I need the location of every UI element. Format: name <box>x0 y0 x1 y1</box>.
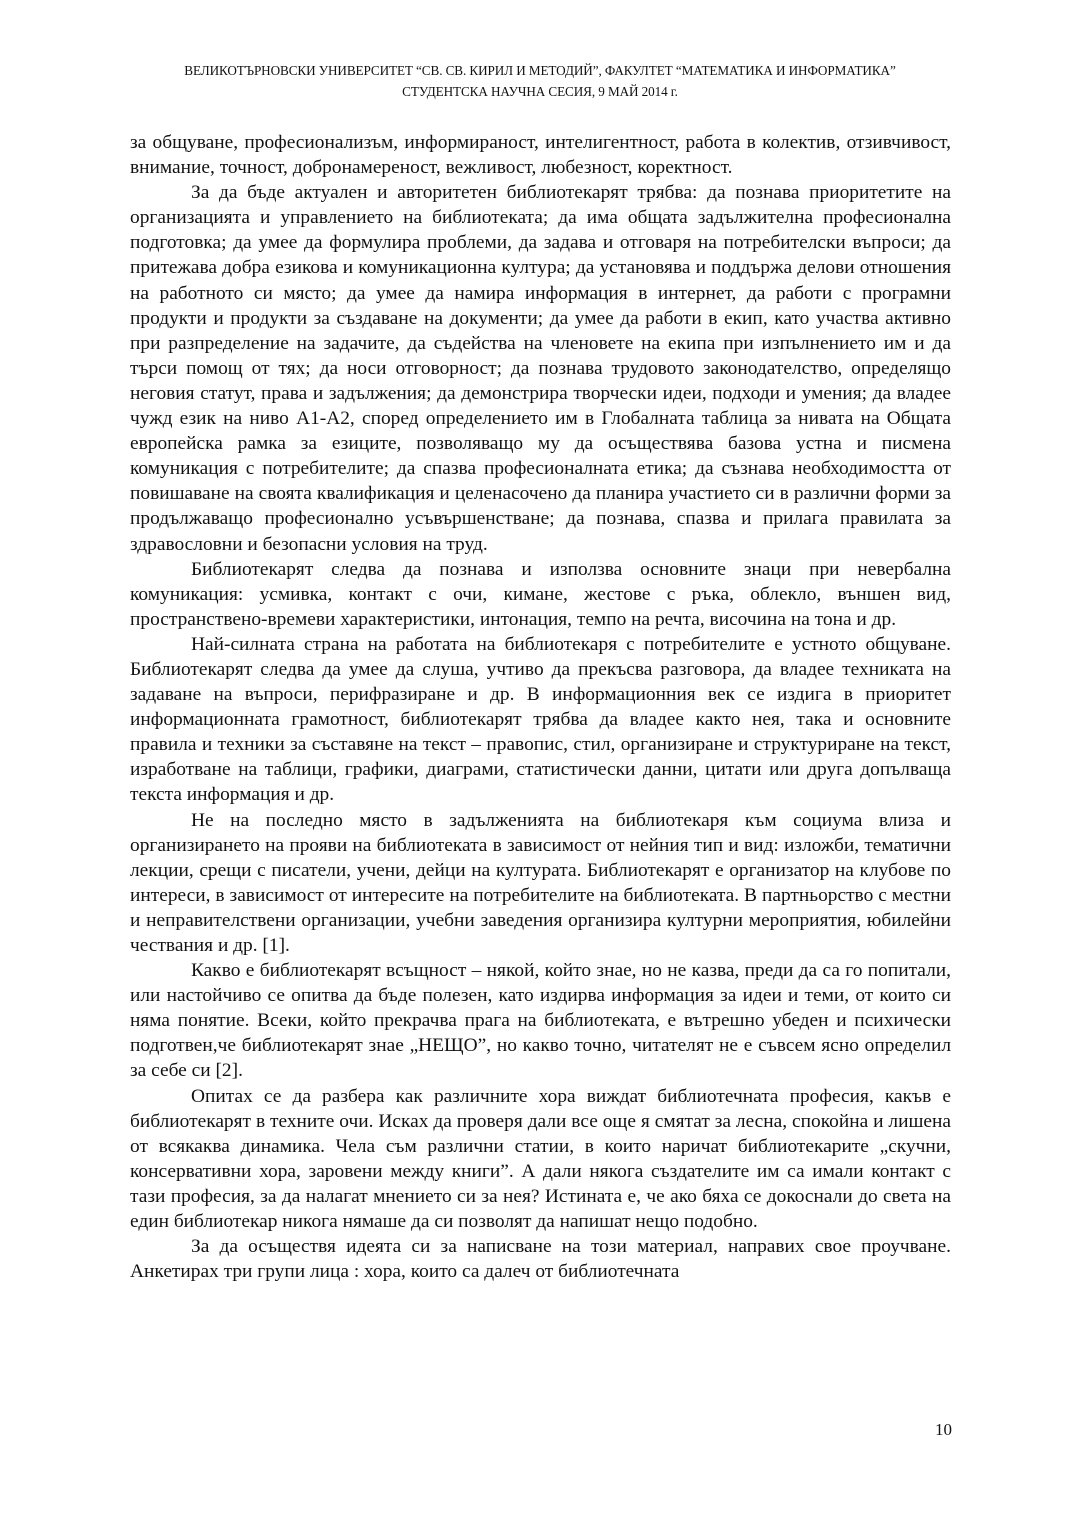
body-text <box>130 130 951 1284</box>
page-number: 10 <box>935 1420 952 1439</box>
header-line-session: СТУДЕНТСКА НАУЧНА СЕСИЯ, 9 МАЙ 2014 г. <box>402 84 678 99</box>
header-line-university: ВЕЛИКОТЪРНОВСКИ УНИВЕРСИТЕТ “СВ. СВ. КИРИЛ И МЕТОДИЙ”, ФАКУЛТЕТ “МАТЕМАТИКА И ИНФОРМАТИКА” <box>184 63 896 78</box>
paragraph: Опитах се да разбера как различните хора виждат библиотечната професия, какъв е библиотекарят в техните очи. Исках да проверя дали все още я смятат за лесна, спокойна и лишена от всякаква динамика. Чела съм различни статии, в които наричат библиотекарите „скучни, консервативни хора, заровени между книги”. А дали някога създателите им са имали контакт с тази професия, за да налагат мнението си за нея? Истината е, че ако бяха се докоснали до света на един библиотекар никога нямаше да си позволят да напишат нещо подобно. <box>130 1085 951 1233</box>
paragraph: Не на последно място в задълженията на библиотекаря към социума влиза и организирането на прояви на библиотеката в зависимост от нейния тип и вид: изложби, тематични лекции, срещи с писатели, учени, дейци на културата. Библиотекарят е организатор на клубове по интереси, в зависимост от интересите на потребителите на библиотеката. В партньорство с местни и неправителствени организации, учебни заведения организира културни мероприятия, юбилейни чествания и др. [1]. <box>130 809 951 956</box>
paragraph: Какво е библиотекарят всъщност – някой, който знае, но не казва, преди да са го попитали, или настойчиво се опитва да бъде полезен, като издирва информация за идеи и теми, от които си няма понятие. Всеки, който прекрачва прага на библиотеката, е вътрешно убеден и психически подготвен,че библиотекарят знае „НЕЩО”, но какво точно, читателят не е съвсем ясно определил за себе си [2]. <box>130 960 951 1082</box>
paragraph: Библиотекарят следва да познава и използва основните знаци при невербална комуникация: усмивка, контакт с очи, кимане, жестове с ръка, облекло, външен вид, пространствено-времеви характеристики, интонация, темпо на речта, височина на тона и др. <box>130 558 951 630</box>
paragraph: за общуване, професионализъм, информираност, интелигентност, работа в колектив, отзивчивост, внимание, точност, добронамереност, вежливост, любезност, коректност. <box>130 132 951 179</box>
page-header <box>100 60 980 102</box>
paragraph: Най-силната страна на работата на библиотекаря с потребителите е устното общуване. Библиотекарят следва да умее да слуша, учтиво да прекъсва разговора, да владее техниката на задаване на въпроси, перифразиране и др. В информационния век се издига в приоритет информационната грамотност, библиотекарят трябва да владее както нея, така и основните правила и техники за съставяне на текст – правопис, стил, организиране и структуриране на текст, изработване на таблици, графики, диаграми, статистически данни, цитати или друга допълваща текста информация и др. <box>130 633 951 806</box>
paragraph: За да осъществя идеята си за написване на този материал, направих свое проучване. Анкетирах три групи лица : хора, които са далеч от библиотечната <box>130 1236 951 1283</box>
paragraph: За да бъде актуален и авторитетен библиотекарят трябва: да познава приоритетите на организацията и управлението на библиотеката; да има общата задължителна професионална подготовка; да умее да формулира проблеми, да задава и отговаря на потребителски въпроси; да притежава добра езикова и комуникационна култура; да установява и поддържа делови отношения на работното си място; да умее да намира информация в интернет, да работи с програмни продукти и продукти за създаване на документи; да умее да работи в екип, като участва активно при разпределение на задачите, да съдейства на членовете на екипа при изпълнението им и да търси помощ от тях; да носи отговорност; да познава трудовото законодателство, определящо неговия статут, права и задължения; да демонстрира творчески идеи, подходи и умения; да владее чужд език на ниво А1-А2, според определението им в Глобалната таблица за нивата на Общата европейска рамка за езиците, позволяващо му да осъществява базова устна и писмена комуникация с потребителите; да спазва професионалната етика; да съзнава необходимостта от повишаване на своята квалификация и целенасочено да планира участието си в различни форми за продължаващо професионално усъвършенстване; да познава, спазва и прилага правилата за здравословни и безопасни условия на труд. <box>130 182 951 555</box>
